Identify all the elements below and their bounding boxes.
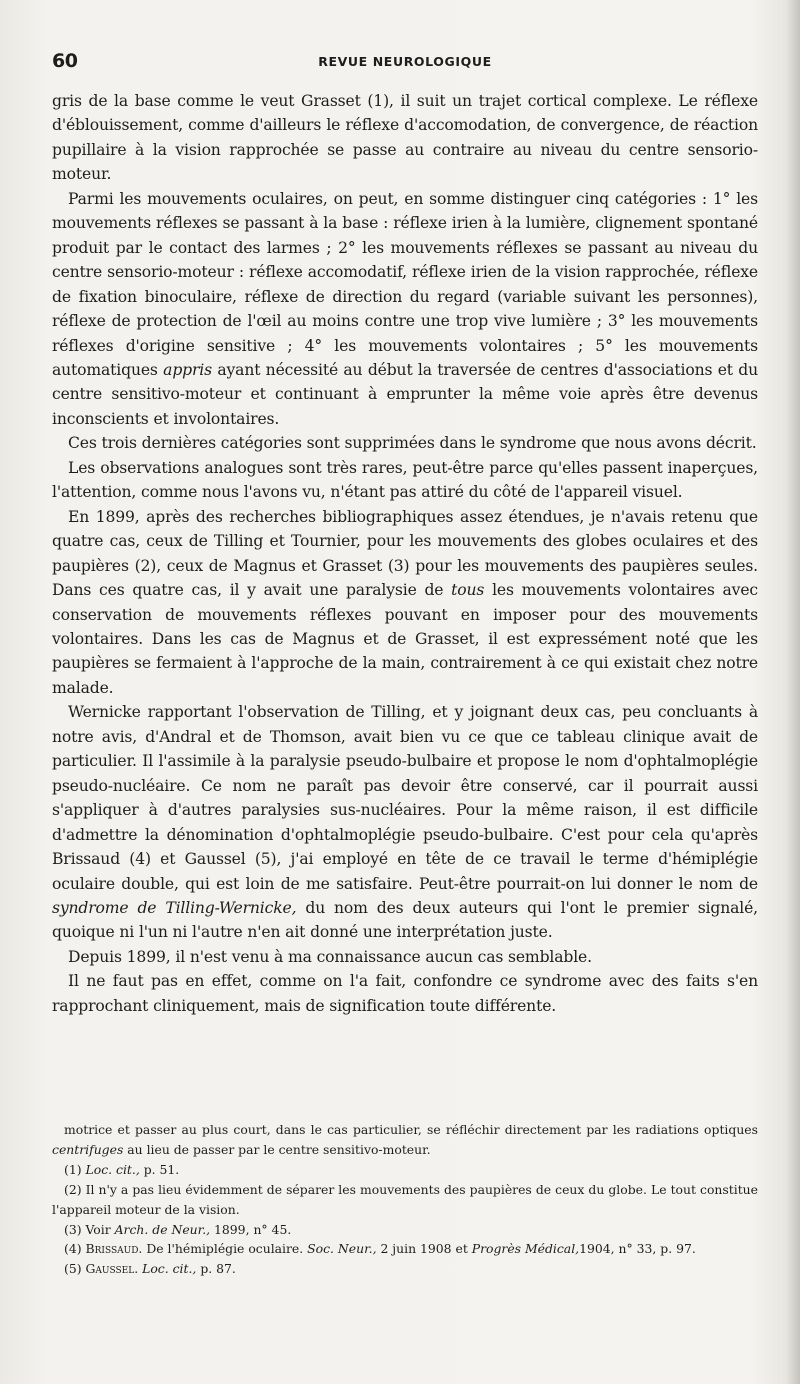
footnote-5 xyxy=(52,1259,758,1279)
footnote-1 xyxy=(52,1160,758,1180)
footnote-5-author: Gaussel. xyxy=(85,1261,139,1277)
footnote-5-end: p. 87. xyxy=(200,1261,236,1277)
paragraph-7: Depuis 1899, il n'est venu à ma connaissance aucun cas semblable. xyxy=(68,947,592,966)
footnote-continuation xyxy=(52,1120,758,1160)
paragraph-2-text: Parmi les mouvements oculaires, on peut, en somme distinguer cinq catégories : 1° les mouvements réflexes se passant à la base : réflexe irien à la lumière, clignement spontané produit par le contact des larmes ; 2° les mouvements réflexes se passant au niveau du centre sensorio-moteur : réflexe accomodatif, réflexe irien de la vision rapprochée, réflexe de fixation binoculaire, réflexe de direction du regard (variable suivant les personnes), réflexe de protection de l'œil au moins contre une trop vive lumière ; 3° les mouvements réflexes d'origine sensitive ; 4° les mouvements volontaires ; 5° les mouvements automatiques xyxy=(52,189,758,379)
paragraph-6-end: du nom des deux auteurs qui l'ont le premier signalé, quoique ni l'un ni l'autre n'en ait donné une interprétation juste. xyxy=(52,898,758,942)
footnote-3-number: (3) Voir xyxy=(64,1221,111,1237)
paragraph-6 xyxy=(52,700,758,945)
footnote-4-journal: Soc. Neur., xyxy=(307,1241,377,1257)
footnote-continuation-end: au lieu de passer par le centre sensitivo-moteur. xyxy=(127,1141,431,1157)
paragraph-4: Les observations analogues sont très rares, peut-être parce qu'elles passent inaperçues, l'attention, comme nous l'avons vu, n'étant pas attiré du côté de l'appareil visuel. xyxy=(52,458,758,502)
paragraph-2-italic: appris xyxy=(163,360,212,379)
footnotes xyxy=(52,1120,758,1279)
paragraph-2 xyxy=(52,187,758,432)
paragraph-5-text: En 1899, après des recherches bibliographiques assez étendues, je n'avais retenu que quatre cas, ceux de Tilling et Tournier, pour les mouvements des globes oculaires et des paupières (2), ceux de Magnus et Grasset (3) pour les mouvements des paupières seules. Dans ces quatre cas, il y avait une paralysie de xyxy=(52,507,758,600)
footnote-3 xyxy=(52,1220,758,1240)
page-edge-shadow xyxy=(786,0,800,1384)
paragraph-6-text: Wernicke rapportant l'observation de Tilling, et y joignant deux cas, peu concluants à notre avis, d'Andral et de Thomson, avait bien vu ce que ce tableau clinique avait de particulier. Il l'assimile à la paralysie pseudo-bulbaire et propose le nom d'ophtalmoplégie pseudo-nucléaire. Ce nom ne paraît pas devoir être conservé, car il pourrait aussi s'appliquer à d'autres paralysies sus-nucléaires. Pour la même raison, il est difficile d'admettre la dénomination d'ophtalmoplégie pseudo-bulbaire. C'est pour cela qu'après Brissaud (4) et Gaussel (5), j'ai employé en tête de ce travail le terme d'hémiplégie oculaire double, qui est loin de me satisfaire. Peut-être pourrait-on lui donner le nom de xyxy=(52,703,758,893)
paragraph-5 xyxy=(52,505,758,701)
footnote-4-journal-2: Progrès Médical, xyxy=(471,1241,580,1257)
footnote-4-end: 1904, n° 33, p. 97. xyxy=(579,1241,696,1257)
page-number: 60 xyxy=(52,50,78,72)
footnote-continuation-text: motrice et passer au plus court, dans le cas particulier, se réfléchir directement par les radiations optiques xyxy=(64,1122,758,1137)
footnote-4-title: De l'hémiplégie oculaire. xyxy=(146,1241,304,1257)
running-title: REVUE NEUROLOGIQUE xyxy=(318,54,492,69)
footnote-5-italic: Loc. cit., xyxy=(142,1261,197,1277)
footnote-4-number: (4) xyxy=(64,1241,82,1257)
footnote-5-number: (5) xyxy=(64,1261,82,1277)
footnote-1-end: p. 51. xyxy=(143,1161,180,1177)
page-header xyxy=(52,50,758,74)
footnote-4 xyxy=(52,1239,758,1259)
paragraph-5-end: les mouvements volontaires avec conservation de mouvements réflexes pouvant en imposer pour des mouvements volontaires. Dans les cas de Magnus et de Grasset, il est expressément noté que les paupières se fermaient à l'approche de la main, contrairement à ce qui existait chez notre malade. xyxy=(52,581,758,697)
paragraph-6-italic: syndrome de Tilling-Wernicke, xyxy=(52,898,297,917)
footnote-3-italic: Arch. de Neur., xyxy=(114,1221,211,1237)
paragraph-5-italic: tous xyxy=(451,581,485,600)
footnote-2: (2) Il n'y a pas lieu évidemment de séparer les mouvements des paupières de ceux du globe. Le tout constitue l'appareil moteur de la vision. xyxy=(52,1181,758,1217)
footnote-3-end: 1899, n° 45. xyxy=(214,1221,292,1237)
paragraph-8: Il ne faut pas en effet, comme on l'a fait, confondre ce syndrome avec des faits s'en rapprochant cliniquement, mais de signification toute différente. xyxy=(52,972,758,1015)
paragraph-2-end: ayant nécessité au début la traversée de centres d'associations et du centre sensitivo-moteur et continuant à emprunter la même voie après être devenus inconscients et involontaires. xyxy=(52,360,759,428)
footnote-continuation-italic: centrifuges xyxy=(52,1141,124,1157)
footnote-1-italic: Loc. cit., xyxy=(85,1161,140,1177)
footnote-1-number: (1) xyxy=(64,1161,82,1177)
footnote-4-author: Brissaud. xyxy=(85,1241,143,1257)
footnote-4-date: 2 juin 1908 et xyxy=(380,1241,468,1257)
main-text xyxy=(52,89,758,1018)
paragraph-3: Ces trois dernières catégories sont supprimées dans le syndrome que nous avons décrit. xyxy=(68,434,757,453)
paragraph-1: gris de la base comme le veut Grasset (1), il suit un trajet cortical complexe. Le réflexe d'éblouissement, comme d'ailleurs le réflexe d'accomodation, de convergence, de réaction pupillaire à la vision rapprochée se passe au contraire au niveau du centre sensorio-moteur. xyxy=(52,92,758,184)
